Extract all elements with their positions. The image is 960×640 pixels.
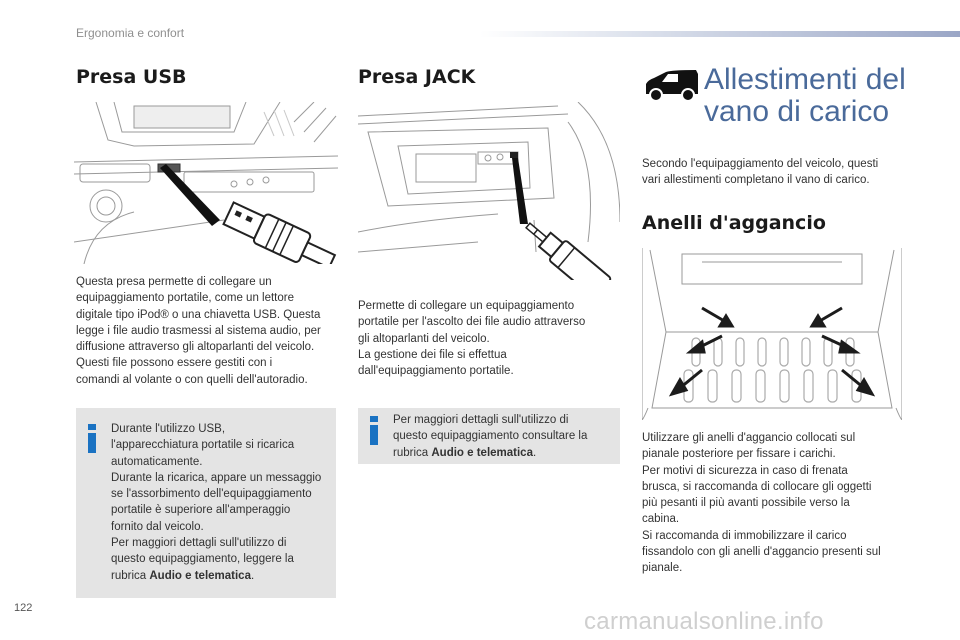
usb-note-text bbox=[111, 421, 335, 584]
jack-note-text bbox=[393, 412, 617, 461]
cargo-title-line: Allestimenti del bbox=[704, 63, 906, 96]
note-line: Per maggiori dettagli sull'utilizzo di bbox=[111, 537, 287, 550]
usb-illustration bbox=[74, 102, 338, 264]
note-line: questo equipaggiamento consultare la bbox=[393, 430, 588, 443]
arrow-icon bbox=[672, 308, 872, 394]
anchors-title: Anelli d'aggancio bbox=[642, 212, 826, 234]
note-line: Per maggiori dettagli sull'utilizzo di bbox=[393, 414, 569, 426]
note-line: automaticamente. bbox=[111, 455, 203, 468]
note-line: se l'assorbimento dell'equipaggiamento bbox=[111, 488, 312, 501]
note-line: questo equipaggiamento, leggere la bbox=[111, 553, 294, 566]
usb-info-note bbox=[76, 408, 336, 598]
info-icon bbox=[88, 424, 96, 454]
note-reference-line: rubrica Audio e telematica. bbox=[111, 569, 255, 582]
note-line: l'apparecchiatura portatile si ricarica bbox=[111, 439, 295, 452]
note-line: portatile è superiore all'amperaggio bbox=[111, 504, 291, 517]
usb-description: Questa presa permette di collegare un equipaggiamento portatile, come un lettore digitale tipo iPod® o una chiavetta USB. Questa legge i file audio trasmessi al sistema audio, per diffusione attraverso gli altoparlanti del veicolo. Questi file possono essere gestiti con i comandi al volante o con quelli dell'autoradio. bbox=[76, 276, 321, 386]
header-divider bbox=[480, 31, 960, 37]
jack-description: Permette di collegare un equipaggiamento portatile per l'ascolto dei file audio attraverso gli altoparlanti del veicolo. La gestione dei file si effettua dall'equipaggiamento portatile. bbox=[358, 300, 586, 378]
note-reference-line: rubrica Audio e telematica. bbox=[393, 446, 537, 459]
van-icon bbox=[642, 70, 700, 102]
reference-link[interactable]: Audio e telematica bbox=[149, 569, 251, 582]
cargo-title bbox=[704, 64, 954, 128]
cargo-floor-illustration bbox=[642, 248, 902, 420]
jack-title: Presa JACK bbox=[358, 66, 476, 88]
cargo-intro: Secondo l'equipaggiamento del veicolo, questi vari allestimenti completano il vano di carico. bbox=[642, 158, 879, 187]
usb-title: Presa USB bbox=[76, 66, 187, 88]
page-number: 122 bbox=[14, 602, 33, 614]
jack-info-note bbox=[358, 408, 620, 464]
section-header: Ergonomia e confort bbox=[76, 26, 185, 40]
note-line: Durante la ricarica, appare un messaggio bbox=[111, 471, 322, 484]
reference-link[interactable]: Audio e telematica bbox=[431, 446, 533, 459]
jack-illustration bbox=[358, 102, 620, 280]
note-line: fornito dal veicolo. bbox=[111, 520, 204, 533]
anchors-description: Utilizzare gli anelli d'aggancio collocati sul pianale posteriore per fissare i carichi. Per motivi di sicurezza in caso di frenata brusca, si raccomanda di collocare gli oggetti più pesanti il più avanti possibile verso la cabina. Si raccomanda di immobilizzare il carico fissandolo con gli anelli d'aggancio presenti sul pianale. bbox=[642, 432, 881, 575]
info-icon bbox=[370, 416, 378, 446]
watermark: carmanualsonline.info bbox=[584, 608, 824, 635]
cargo-title-line: vano di carico bbox=[704, 95, 890, 128]
note-line: Durante l'utilizzo USB, bbox=[111, 423, 226, 435]
